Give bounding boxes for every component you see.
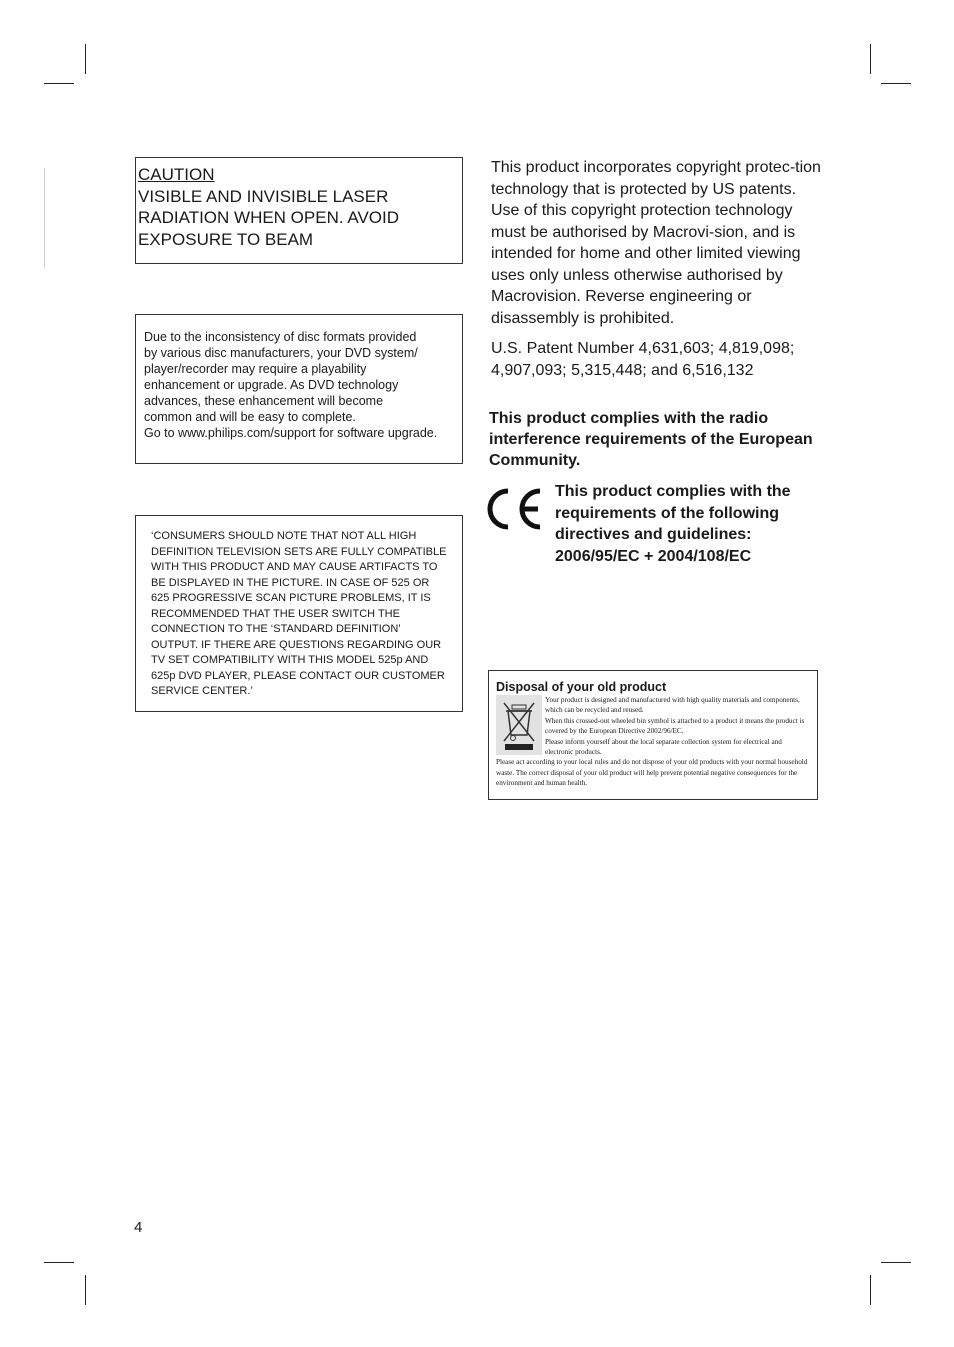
upgrade-notice-line: advances, these enhancement will become (144, 394, 384, 408)
ce-mark-icon (482, 485, 544, 533)
disposal-text-line: When this crossed-out wheeled bin symbol is attached to a product it means the product is covered by the European Directive 2002/96/EC. (545, 716, 805, 736)
hdtv-compatibility-box (135, 515, 463, 712)
crop-mark (85, 44, 86, 74)
caution-box (135, 157, 463, 264)
crop-mark (881, 83, 911, 84)
radio-compliance-statement: This product complies with the radio interference requirements of the European Community. (489, 410, 813, 469)
upgrade-notice-line: by various disc manufacturers, your DVD system/ (144, 346, 418, 360)
upgrade-notice-line: player/recorder may require a playability (144, 362, 367, 376)
copyright-notice (491, 157, 821, 381)
crossed-out-bin-icon (496, 695, 542, 755)
upgrade-notice-line: common and will be easy to complete. (144, 410, 356, 424)
upgrade-notice-box (135, 314, 463, 464)
caution-title: CAUTION (138, 165, 215, 184)
upgrade-notice-line: Due to the inconsistency of disc formats provided (144, 330, 417, 344)
disposal-title: Disposal of your old product (496, 680, 667, 694)
copyright-text: This product incorporates copyright protec-tion technology that is protected by US patents. Use of this copyright protection technology must be authorised by Macrovi-sion, and is intended for home and other limited viewing uses only unless otherwise authorised by Macrovision. Reverse engineering or disassembly is prohibited. (491, 159, 821, 327)
hdtv-compatibility-text: ‘CONSUMERS SHOULD NOTE THAT NOT ALL HIGH DEFINITION TELEVISION SETS ARE FULLY COMPATIBLE WITH THIS PRODUCT AND MAY CAUSE ARTIFACTS TO BE DISPLAYED IN THE PICTURE. IN CASE OF 525 OR 625 PROGRESSIVE SCAN PICTURE PROBLEMS, IT IS RECOMMENDED THAT THE USER SWITCH THE CONNECTION TO THE ‘STANDARD DEFINITION’ OUTPUT. IF THERE ARE QUESTIONS REGARDING OUR TV SET COMPATIBILITY WITH THIS MODEL 525p AND 625p DVD PLAYER, PLEASE CONTACT OUR CUSTOMER SERVICE CENTER.’ (151, 530, 447, 697)
upgrade-notice-line: enhancement or upgrade. As DVD technology (144, 378, 399, 392)
margin-rule (44, 168, 45, 268)
crop-mark (870, 44, 871, 74)
crop-mark (44, 1262, 74, 1263)
crop-mark (85, 1275, 86, 1305)
upgrade-notice-line: Go to www.philips.com/support for software upgrade. (144, 426, 438, 440)
disposal-side-text (545, 695, 817, 757)
disposal-box (488, 670, 818, 800)
disposal-text-line: Please inform yourself about the local separate collection system for electrical and electronic products. (545, 737, 782, 757)
caution-line: EXPOSURE TO BEAM (138, 229, 314, 249)
caution-line: RADIATION WHEN OPEN. AVOID (138, 208, 400, 227)
caution-line: VISIBLE AND INVISIBLE LASER (138, 186, 389, 206)
patent-numbers: U.S. Patent Number 4,631,603; 4,819,098; 4,907,093; 5,315,448; and 6,516,132 (491, 340, 795, 379)
crop-mark (44, 83, 74, 84)
crop-mark (881, 1262, 911, 1263)
crop-mark (870, 1275, 871, 1305)
ce-compliance-statement: This product complies with the requirements of the following directives and guidelines: 2006/95/EC + 2004/108/EC (555, 483, 791, 565)
disposal-bottom-text: Please act according to your local rules and do not dispose of your old products with your normal household waste. The correct disposal of your old product will help prevent potential negative consequences for the environment and human health. (496, 758, 808, 788)
page-number: 4 (134, 1219, 143, 1236)
disposal-text-line: Your product is designed and manufactured with high quality materials and components, which can be recycled and reused. (545, 696, 800, 715)
